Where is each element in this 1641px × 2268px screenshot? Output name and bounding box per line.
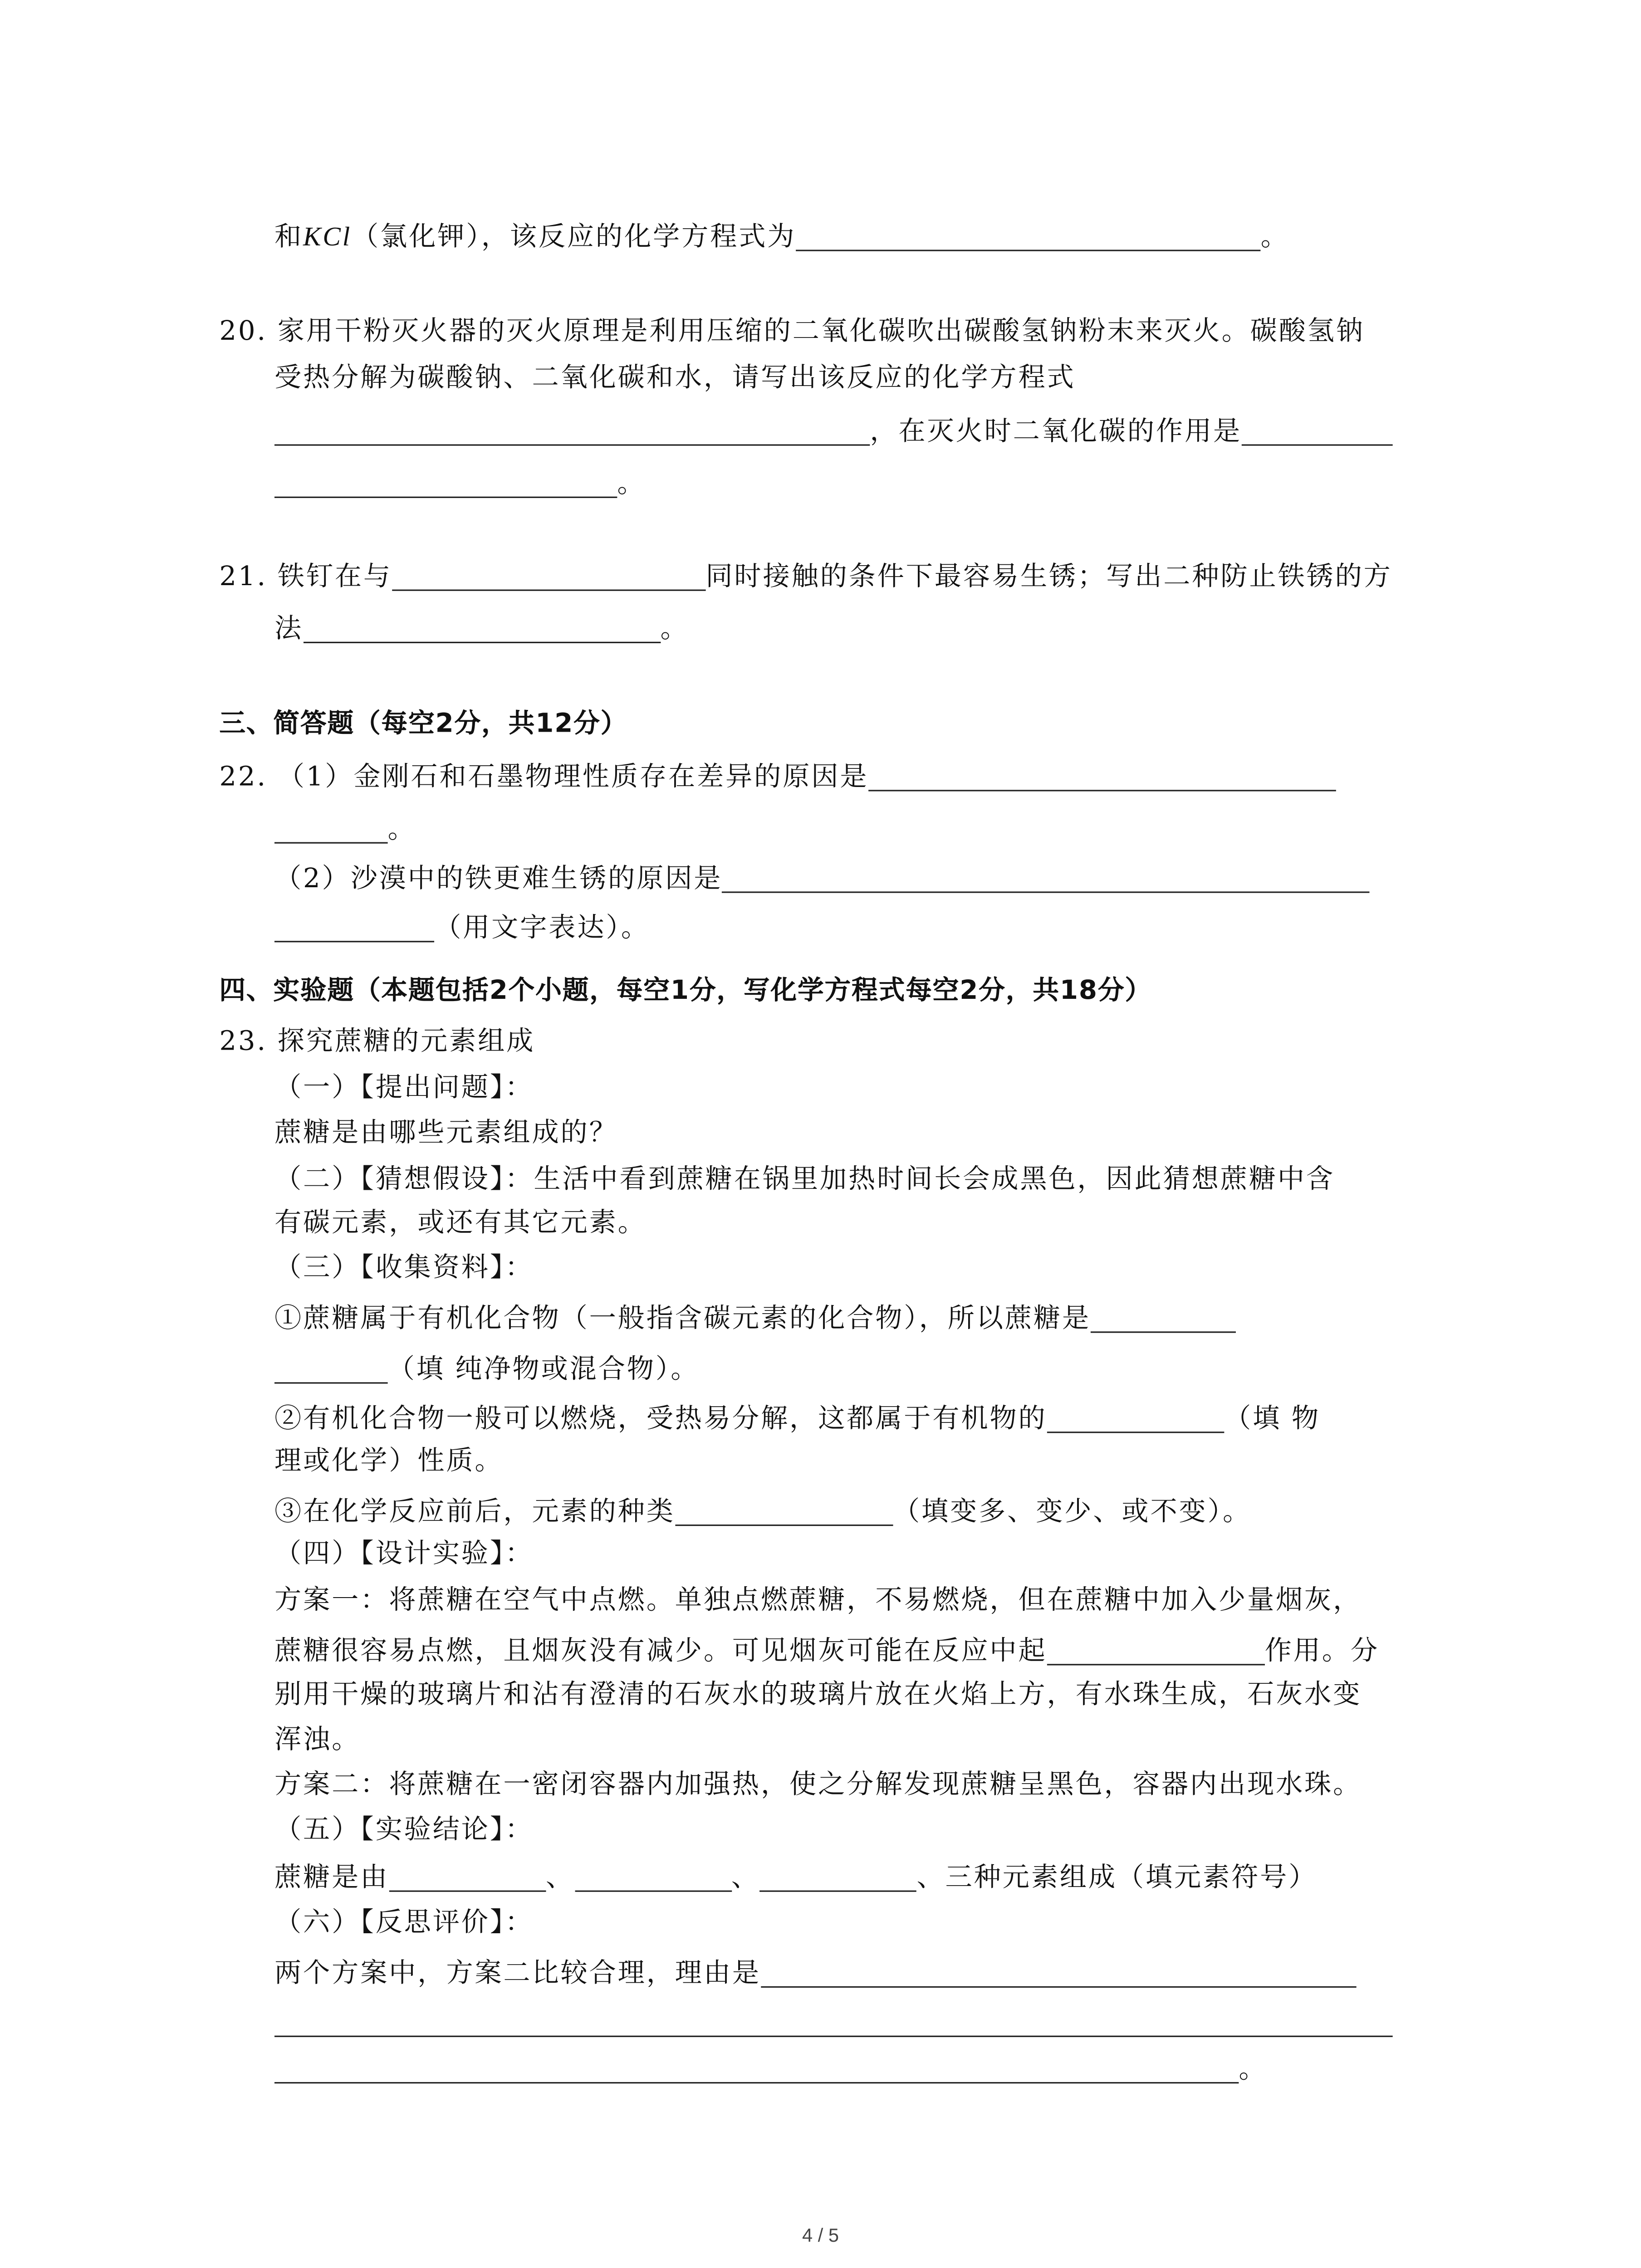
question-23-line [274, 1858, 1317, 1897]
question-23-line [274, 2050, 1267, 2089]
answer-blank [1047, 1400, 1225, 1433]
question-21-line [274, 610, 689, 649]
text-run: （六）【反思评价】： [274, 1907, 534, 1939]
text-run: 理或化学）性质。 [274, 1446, 504, 1477]
text-run: （三）【收集资料】： [274, 1253, 534, 1284]
section-heading-experiment [219, 973, 1152, 1011]
text-run: 蔗糖是由哪些元素组成的？ [274, 1118, 618, 1149]
text-run: 。 [387, 814, 416, 845]
text-run: （填 纯净物或混合物）。 [387, 1354, 700, 1385]
text-run: （氯化钾），该反应的化学方程式为 [352, 222, 796, 253]
question-23-step [274, 1536, 534, 1574]
question-23-line [274, 1205, 647, 1243]
question-19-continuation [274, 218, 1289, 257]
question-23-line [274, 1677, 1362, 1715]
text-run: ②有机化合物一般可以燃烧，受热易分解，这都属于有机物的 [274, 1404, 1047, 1435]
question-23-step [274, 1250, 534, 1288]
text-run: ①蔗糖属于有机化合物（一般指含碳元素的化合物），所以蔗糖是 [274, 1304, 1091, 1334]
text-run: ，在灭火时二氧化碳的作用是 [870, 416, 1242, 447]
answer-blank [1091, 1300, 1236, 1333]
question-22-line [274, 810, 416, 849]
question-23-step [274, 1905, 534, 1943]
question-20-line [219, 313, 1365, 351]
text-run: 方案一：将蔗糖在空气中点燃。单独点燃蔗糖，不易燃烧，但在蔗糖中加入少量烟灰， [274, 1585, 1362, 1616]
question-23-line [274, 1400, 1320, 1439]
page-number: 4 / 5 [802, 2224, 839, 2246]
question-23-line [274, 1115, 618, 1153]
section-heading-short-answer [219, 706, 627, 743]
question-23-line [274, 1767, 1362, 1804]
text-run: 23. 探究蔗糖的元素组成 [219, 1026, 535, 1057]
text-run: （二）【猜想假设】：生活中看到蔗糖在锅里加热时间长会成黑色，因此猜想蔗糖中含 [274, 1164, 1335, 1195]
text-run: 四、实验题（本题包括2个小题，每空1分，写化学方程式每空2分，共18分） [219, 976, 1152, 1007]
question-23-line [274, 1632, 1379, 1671]
text-run: 蔗糖是由 [274, 1862, 389, 1893]
question-23-line [274, 1300, 1236, 1339]
answer-blank [1047, 1632, 1265, 1666]
answer-blank [761, 1954, 1356, 1988]
answer-blank [796, 218, 1260, 251]
text-run: 两个方案中，方案二比较合理，理由是 [274, 1959, 761, 1989]
answer-blank [274, 1350, 388, 1384]
text-run: 20. 家用干粉灭火器的灭火原理是利用压缩的二氧化碳吹出碳酸氢钠粉末来灭火。碳酸氢钠 [219, 316, 1365, 347]
text-run: （填 物 [1224, 1404, 1320, 1435]
text-run: 作用。分 [1264, 1636, 1379, 1667]
text-run: 22. （1）金刚石和石墨物理性质存在差异的原因是 [219, 762, 869, 793]
text-run: 有碳元素，或还有其它元素。 [274, 1208, 647, 1239]
question-23-step [274, 1162, 1335, 1199]
text-run: 。 [660, 614, 689, 645]
question-22-line [274, 860, 1370, 899]
answer-blank [722, 860, 1370, 893]
answer-blank [274, 412, 870, 446]
text-run: 受热分解为碳酸钠、二氧化碳和水，请写出该反应的化学方程式 [274, 363, 1076, 394]
question-20-line [274, 360, 1076, 398]
text-run: 三、简答题（每空2分，共12分） [219, 709, 628, 739]
question-23-line [274, 2004, 1393, 2043]
text-run: 方案二：将蔗糖在一密闭容器内加强热，使之分解发现蔗糖呈黑色，容器内出现水珠。 [274, 1769, 1362, 1801]
text-run: 21. 铁钉在与 [219, 562, 392, 592]
text-run: （四）【设计实验】： [274, 1539, 534, 1570]
answer-blank [389, 1858, 546, 1892]
text-run: （五）【实验结论】： [274, 1815, 534, 1846]
question-22-line [219, 758, 1336, 797]
question-20-line [274, 464, 646, 503]
question-20-line [274, 412, 1393, 451]
answer-blank [274, 2050, 1239, 2084]
text-run: （用文字表达）。 [434, 913, 650, 944]
text-run: 同时接触的条件下最容易生锈；写出二种防止铁锈的方 [705, 562, 1392, 592]
text-run: ③在化学反应前后，元素的种类 [274, 1497, 675, 1528]
answer-blank [274, 464, 617, 498]
question-23-line [274, 1493, 1251, 1532]
question-23-step [274, 1812, 534, 1850]
question-22-line [274, 909, 650, 948]
answer-blank [574, 1858, 731, 1892]
answer-blank [760, 1858, 917, 1892]
text-run: KCl [303, 223, 352, 253]
text-run: （2）沙漠中的铁更难生锈的原因是 [274, 864, 723, 894]
question-23-line [274, 1443, 503, 1481]
text-run: 蔗糖很容易点燃，且烟灰没有减少。可见烟灰可能在反应中起 [274, 1636, 1047, 1667]
text-run: （一）【提出问题】： [274, 1073, 534, 1104]
text-run: 法 [274, 614, 304, 645]
answer-blank [392, 557, 705, 591]
text-run: 。 [1260, 222, 1289, 253]
text-run: 、三种元素组成（填元素符号） [916, 1862, 1318, 1893]
answer-blank [1242, 412, 1393, 446]
text-run: 、 [731, 1862, 760, 1893]
text-run: （填变多、变少、或不变）。 [892, 1497, 1252, 1528]
question-23-line [274, 1722, 360, 1760]
question-23-line [274, 1350, 699, 1389]
question-23-title [219, 1024, 535, 1061]
answer-blank [675, 1493, 893, 1526]
answer-blank [274, 909, 434, 943]
answer-blank [274, 2004, 1393, 2037]
text-run: 。 [1239, 2054, 1268, 2085]
answer-blank [274, 810, 388, 844]
text-run: 。 [617, 469, 646, 500]
text-run: 和 [274, 222, 304, 253]
answer-blank [868, 758, 1336, 792]
question-23-line [274, 1954, 1356, 1993]
question-23-step [274, 1070, 534, 1108]
text-run: 浑浊。 [274, 1725, 361, 1755]
answer-blank [303, 610, 660, 643]
question-23-line [274, 1583, 1362, 1620]
text-run: 、 [545, 1862, 575, 1893]
question-21-line [219, 557, 1392, 596]
text-run: 别用干燥的玻璃片和沾有澄清的石灰水的玻璃片放在火焰上方，有水珠生成，石灰水变 [274, 1680, 1362, 1711]
